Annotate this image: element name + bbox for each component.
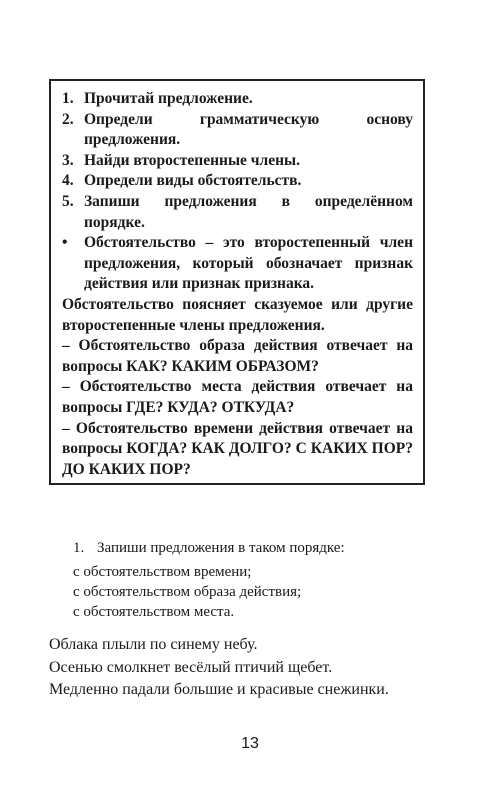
exercise-sentences [49, 634, 434, 702]
rule-step-1 [62, 89, 413, 110]
exercise-sentence: Осенью смолкнет весёлый птичий щебет. [49, 658, 333, 676]
rule-step-text: Определи грамматическую основу предложения. [84, 110, 413, 149]
task-heading [73, 538, 433, 558]
task-instruction: Запиши предложения в таком порядке: [97, 540, 345, 556]
rule-place: – Обстоятельство места действия отвечает на вопросы ГДЕ? КУДА? ОТКУДА? [62, 378, 413, 416]
bullet-icon: • [62, 234, 68, 252]
task-option: с обстоятельством времени; [73, 564, 252, 580]
page-number: 13 [241, 735, 259, 752]
rule-step-2 [62, 110, 413, 151]
rule-step-text: Найди второстепенные члены. [84, 151, 301, 169]
rule-step-text: Определи виды обстоятельств. [84, 172, 302, 190]
rule-step-3 [62, 151, 413, 172]
rule-step-text: Прочитай предложение. [84, 90, 253, 107]
rule-step-4 [62, 171, 413, 192]
rule-time: – Обстоятельство времени действия отвечает на вопросы КОГДА? КАК ДОЛГО? С КАКИХ ПОР? ДО КАКИХ ПОР? [62, 419, 413, 478]
task-number: 1. [73, 540, 85, 556]
exercise-sentence: Медленно падали большие и красивые снежинки. [49, 681, 389, 698]
rule-box [49, 79, 425, 485]
rule-step-number: 2. [62, 110, 74, 128]
rule-step-5 [62, 192, 413, 233]
rule-step-number: 5. [62, 192, 74, 210]
rule-step-number: 4. [62, 172, 74, 190]
rule-definition-row [62, 233, 413, 295]
rule-step-number: 1. [62, 90, 74, 107]
task-block [73, 538, 433, 622]
rule-manner: – Обстоятельство образа действия отвечает на вопросы КАК? КАКИМ ОБРАЗОМ? [62, 337, 413, 375]
task-option: с обстоятельством места. [73, 604, 235, 620]
rule-definition: Обстоятельство – это второстепенный член предложения, который обозначает признак действия или признак признака. [84, 234, 413, 293]
exercise-sentence: Облака плыли по синему небу. [49, 636, 258, 653]
rule-explanation: Обстоятельство поясняет сказуемое или другие второстепенные члены предложения. [62, 295, 413, 334]
rule-step-number: 3. [62, 151, 74, 169]
task-option: с обстоятельством образа действия; [73, 584, 302, 600]
rule-step-text: Запиши предложения в определённом порядке. [84, 192, 413, 231]
